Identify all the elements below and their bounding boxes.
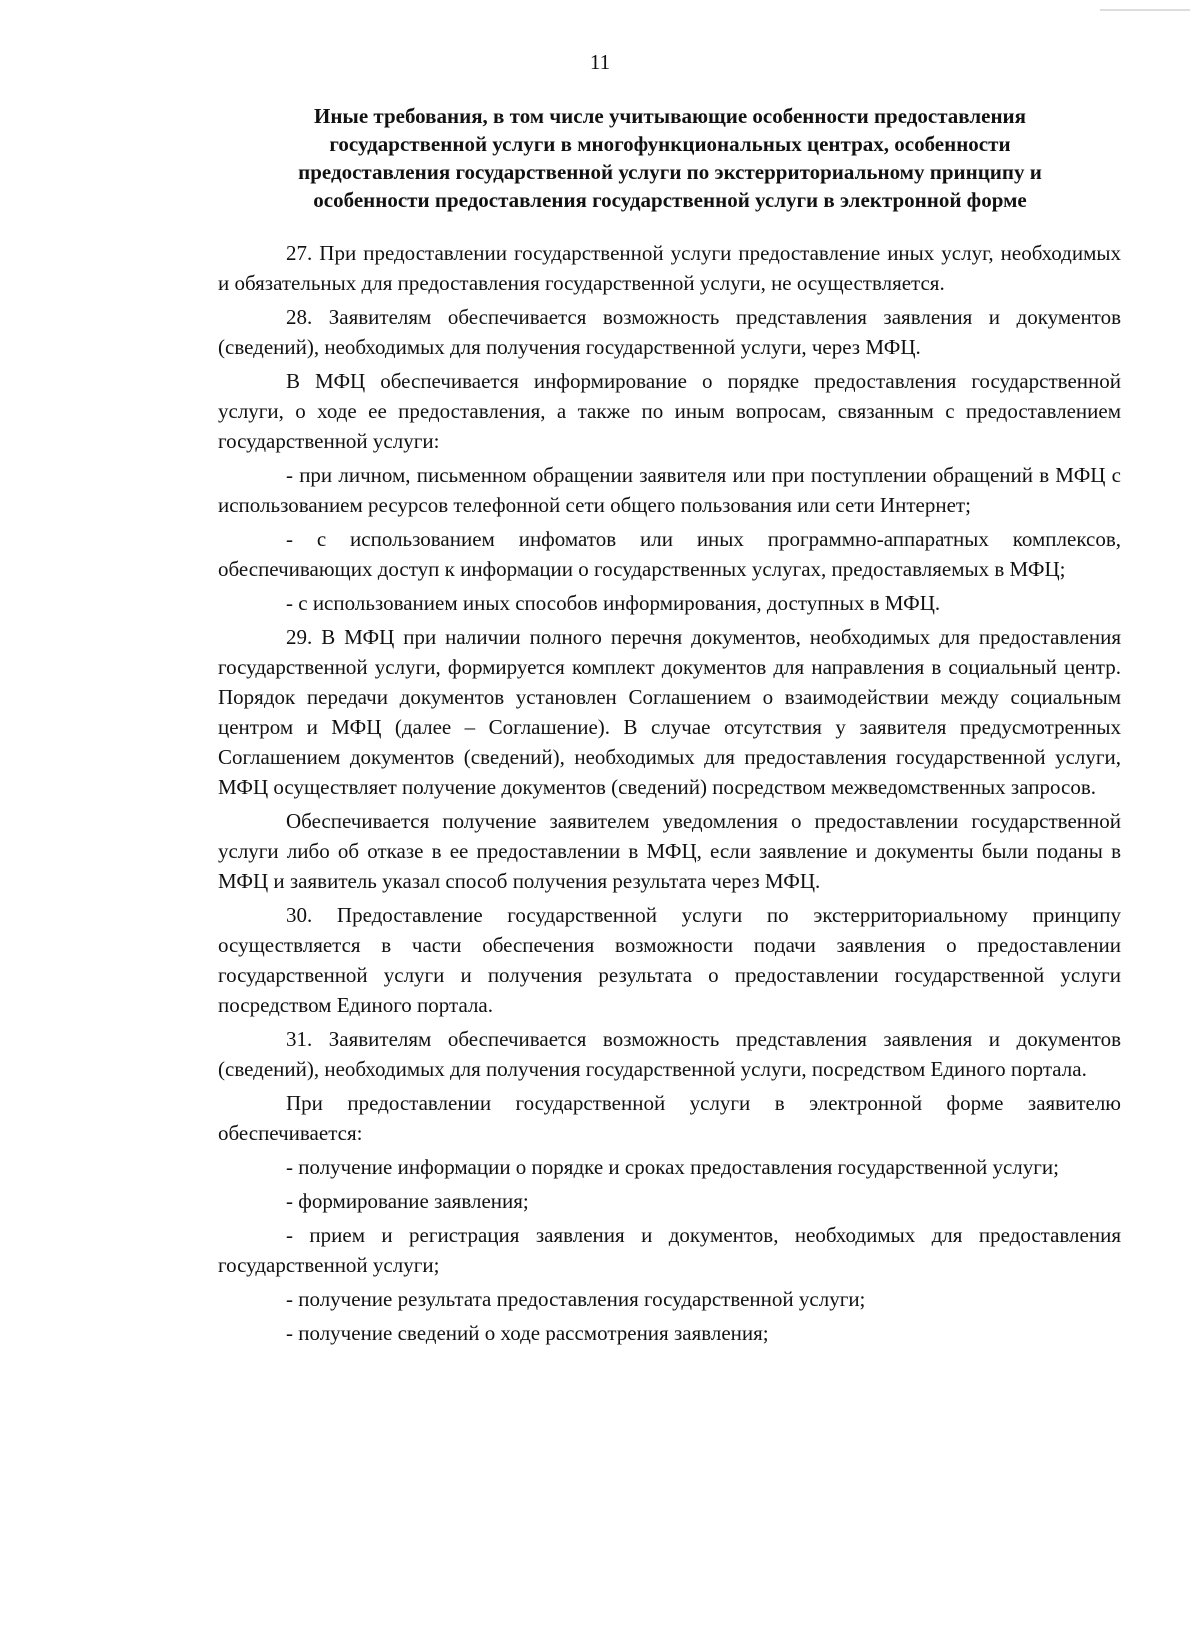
document-body	[218, 238, 1121, 1352]
list-item: - прием и регистрация заявления и документов, необходимых для предоставления государственной услуги;	[218, 1223, 1121, 1277]
paragraph-electronic-form: При предоставлении государственной услуги в электронной форме заявителю обеспечивается:	[218, 1091, 1121, 1145]
list-item: - получение сведений о ходе рассмотрения заявления;	[286, 1321, 769, 1345]
list-item: - формирование заявления;	[286, 1189, 529, 1213]
paragraph-notification: Обеспечивается получение заявителем уведомления о предоставлении государственной услуги либо об отказе в ее предоставлении в МФЦ, если заявление и документы были поданы в МФЦ и заявитель указал способ получения результата через МФЦ.	[218, 809, 1121, 893]
paragraph-31: 31. Заявителям обеспечивается возможность представления заявления и документов (сведений), необходимых для получения государственной услуги, посредством Единого портала.	[218, 1027, 1121, 1081]
heading-line: Иные требования, в том числе учитывающие особенности предоставления	[313, 104, 1027, 128]
list-item: - при личном, письменном обращении заявителя или при поступлении обращений в МФЦ с использованием ресурсов телефонной сети общего пользования или сети Интернет;	[218, 463, 1121, 517]
paragraph-30: 30. Предоставление государственной услуги по экстерриториальному принципу осуществляется в части обеспечения возможности подачи заявления о предоставлении государственной услуги и получения результата о предоставлении государственной услуги посредством Единого портала.	[218, 903, 1121, 1017]
scan-edge-mark-shape	[1080, 7, 1200, 13]
list-item: - с использованием инфоматов или иных программно-аппаратных комплексов, обеспечивающих доступ к информации о государственных услугах, предоставляемых в МФЦ;	[218, 527, 1121, 581]
paragraph-27: 27. При предоставлении государственной услуги предоставление иных услуг, необходимых и обязательных для предоставления государственной услуги, не осуществляется.	[218, 241, 1121, 295]
heading-line: государственной услуги в многофункциональных центрах, особенности	[329, 132, 1011, 156]
scan-edge-mark	[1080, 0, 1200, 6]
section-heading	[230, 102, 1110, 214]
list-item: - получение результата предоставления государственной услуги;	[286, 1287, 866, 1311]
list-item: - с использованием иных способов информирования, доступных в МФЦ.	[286, 591, 941, 615]
list-item: - получение информации о порядке и сроках предоставления государственной услуги;	[286, 1155, 1059, 1179]
heading-line: особенности предоставления государственной услуги в электронной форме	[313, 188, 1027, 212]
heading-line: предоставления государственной услуги по экстерриториальному принципу и	[298, 160, 1042, 184]
page-number: 11	[589, 50, 611, 74]
paragraph-mfc-informing: В МФЦ обеспечивается информирование о порядке предоставления государственной услуги, о ходе ее предоставления, а также по иным вопросам, связанным с предоставлением государственной услуги:	[218, 369, 1121, 453]
paragraph-28: 28. Заявителям обеспечивается возможность представления заявления и документов (сведений), необходимых для получения государственной услуги, через МФЦ.	[218, 305, 1121, 359]
paragraph-29: 29. В МФЦ при наличии полного перечня документов, необходимых для предоставления государственной услуги, формируется комплект документов для направления в социальный центр. Порядок передачи документов установлен Соглашением о взаимодействии между социальным центром и МФЦ (далее – Соглашение). В случае отсутствия у заявителя предусмотренных Соглашением документов (сведений), необходимых для предоставления государственной услуги, МФЦ осуществляет получение документов (сведений) посредством межведомственных запросов.	[218, 625, 1121, 799]
